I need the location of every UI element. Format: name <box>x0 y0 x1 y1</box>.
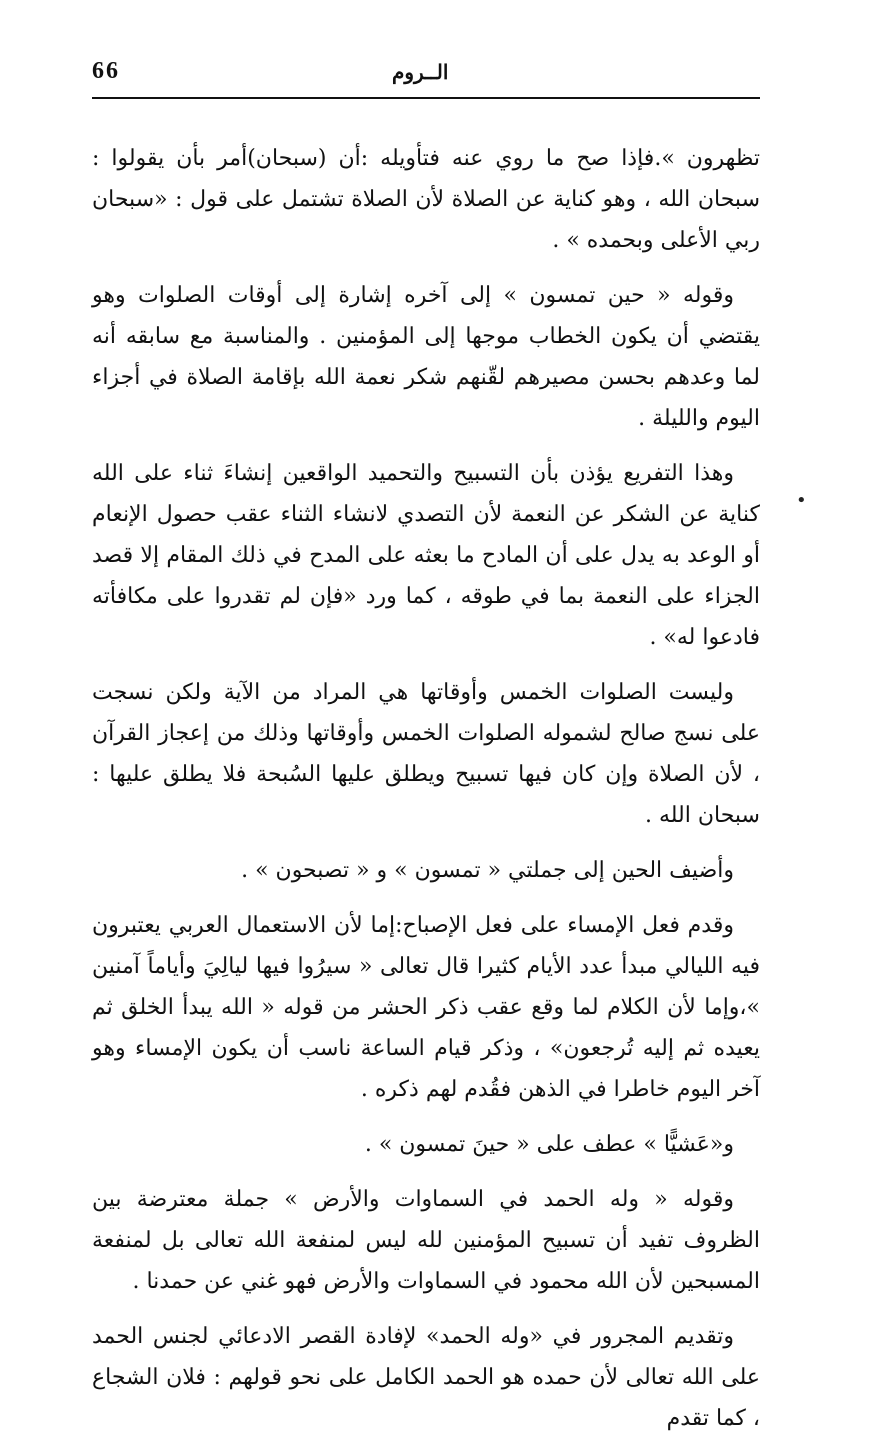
paragraph: وقوله « حين تمسون » إلى آخره إشارة إلى أوقات الصلوات وهو يقتضي أن يكون الخطاب موجها إلى المؤمنين . والمناسبة مع سابقه أنه لما وعدهم بحسن مصيرهم لقّنهم شكر نعمة الله بإقامة الصلاة في أجزاء اليوم والليلة . <box>92 283 760 431</box>
body-text <box>92 138 760 1453</box>
page-header <box>92 58 760 98</box>
running-title: الــروم <box>392 60 449 84</box>
header-rule <box>92 97 760 99</box>
paragraph: وقوله « وله الحمد في السماوات والأرض » جملة معترضة بين الظروف تفيد أن تسبيح المؤمنين لله ليس لمنفعة الله تعالى بل لمنفعة المسبحين لأن الله محمود في السماوات والأرض فهو غني عن حمدنا . <box>92 1187 760 1294</box>
paragraph: تظهرون ».فإذا صح ما روي عنه فتأويله :أن (سبحان)أمر بأن يقولوا : سبحان الله ، وهو كناية عن الصلاة لأن الصلاة تشتمل على قول : «سبحان ربي الأعلى وبحمده » . <box>92 146 760 253</box>
paragraph: وليست الصلوات الخمس وأوقاتها هي المراد من الآية ولكن نسجت على نسج صالح لشموله الصلوات الخمس وأوقاتها وذلك من إعجاز القرآن ، لأن الصلاة وإن كان فيها تسبيح ويطلق عليها السُبحة فلا يطلق عليها : سبحان الله . <box>92 680 760 828</box>
paragraph: وتقديم المجرور في «وله الحمد» لإفادة القصر الادعائي لجنس الحمد على الله تعالى لأن حمده هو الحمد الكامل على نحو قولهم : فلان الشجاع ، كما تقدم <box>92 1324 760 1431</box>
margin-mark: • <box>796 490 807 511</box>
paragraph: وأضيف الحين إلى جملتي « تمسون » و « تصبحون » . <box>241 858 734 883</box>
paragraph: وقدم فعل الإمساء على فعل الإصباح:إما لأن الاستعمال العربي يعتبرون فيه الليالي مبدأ عدد الأيام كثيرا قال تعالى « سيرُوا فيها ليالِيَ وأياماً آمنين »،وإما لأن الكلام لما وقع عقب ذكر الحشر من قوله « الله يبدأ الخلق ثم يعيده ثم إليه تُرجعون» ، وذكر قيام الساعة ناسب أن يكون الإمساء وهو آخر اليوم خاطرا في الذهن فقُدم لهم ذكره . <box>92 913 760 1102</box>
page-number: 66 <box>92 58 120 84</box>
paragraph: و«عَشيًّا » عطف على « حينَ تمسون » . <box>364 1132 734 1157</box>
paragraph: وهذا التفريع يؤذن بأن التسبيح والتحميد الواقعين إنشاءَ ثناء على الله كناية عن الشكر عن النعمة لأن التصدي لانشاء الثناء عقب حصول الإنعام أو الوعد به يدل على أن المادح ما بعثه على المدح في ذلك المقام إلا قصد الجزاء على النعمة بما في طوقه ، كما ورد «فإن لم تقدروا على مكافأته فادعوا له» . <box>92 461 760 650</box>
